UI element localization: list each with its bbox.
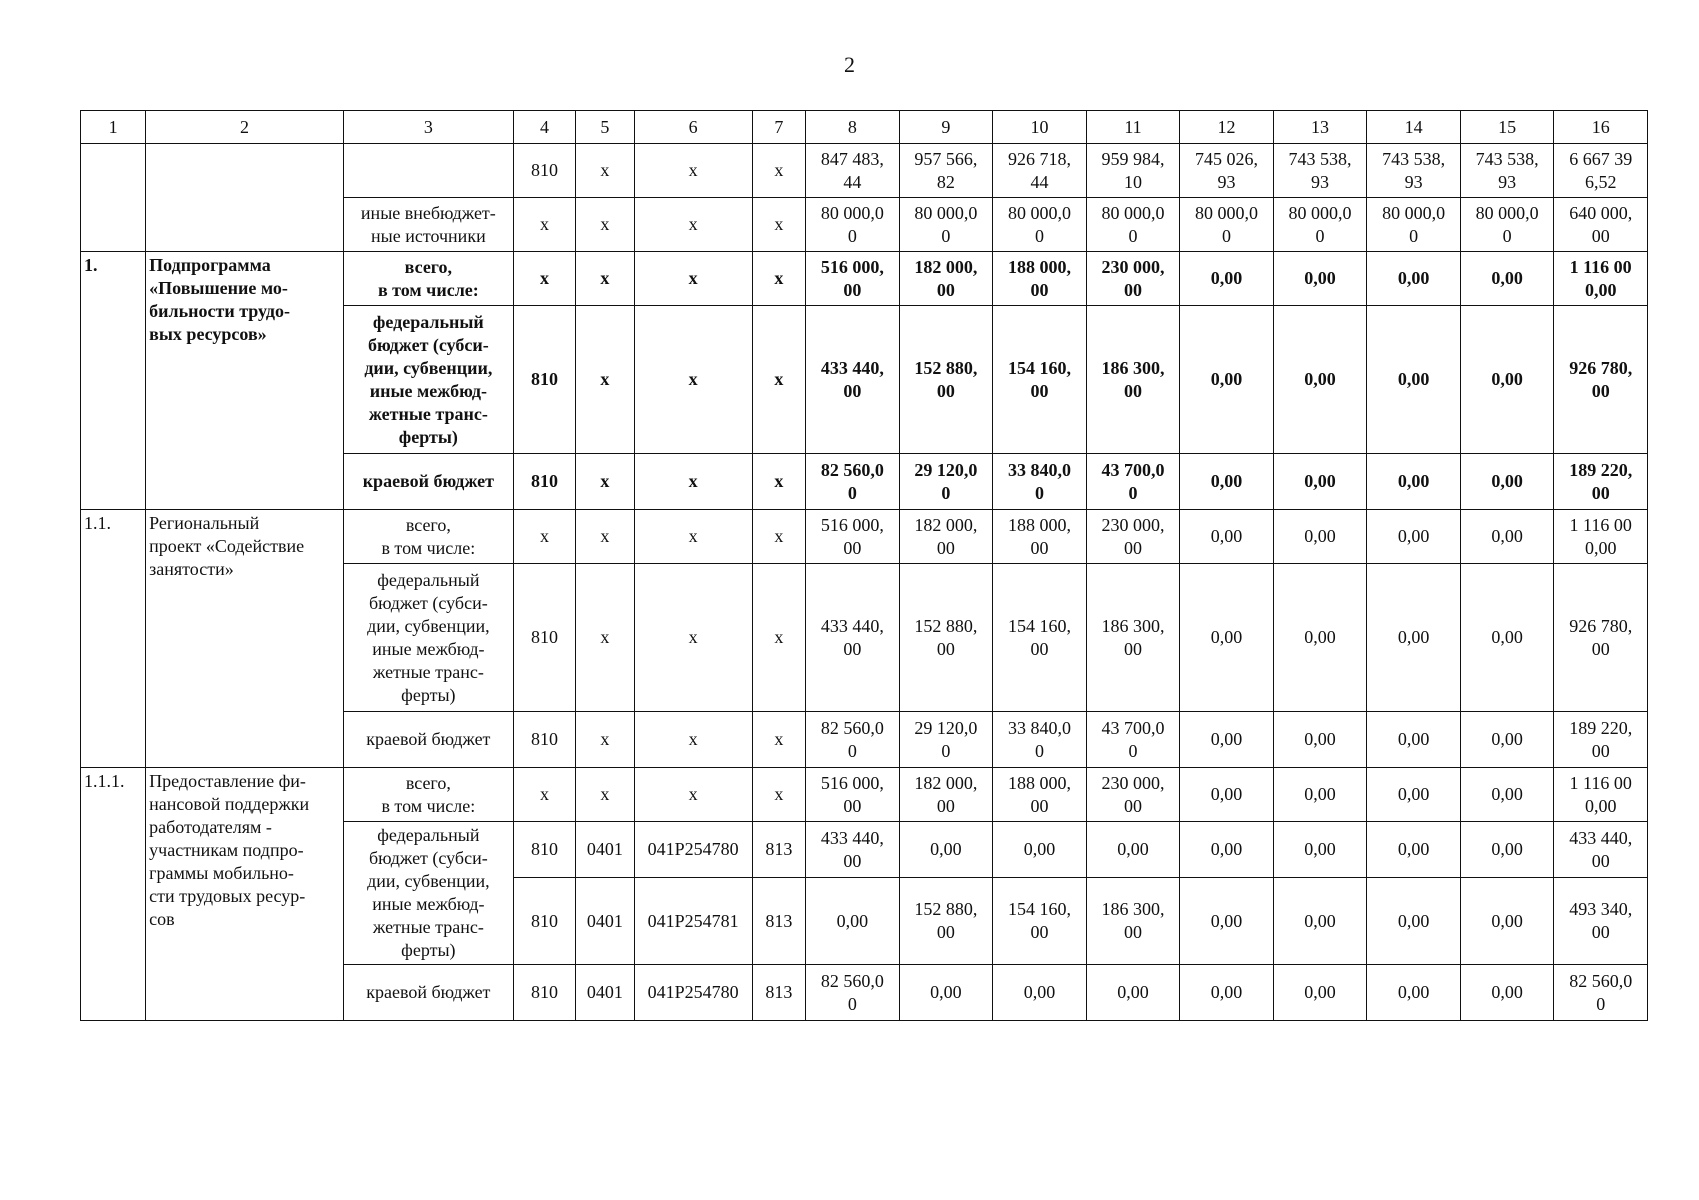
funding-source-cell: федеральный бюджет (субси- дии, субвенции, иные межбюд- жетные транс- ферты) <box>343 306 513 454</box>
kbk-code-cell: x <box>513 510 575 564</box>
amount-cell: 0,00 <box>1086 965 1180 1021</box>
section-code-cell: 0401 <box>575 878 634 965</box>
amount-cell: 0,00 <box>1273 768 1367 822</box>
section-code-cell: x <box>575 454 634 510</box>
expense-type-cell: x <box>752 510 806 564</box>
amount-cell: 152 880, 00 <box>899 878 993 965</box>
amount-cell: 0,00 <box>1460 564 1554 712</box>
amount-cell: 80 000,0 0 <box>1273 198 1367 252</box>
amount-cell: 516 000, 00 <box>806 510 900 564</box>
column-number-header: 14 <box>1367 111 1461 144</box>
amount-cell: 33 840,0 0 <box>993 454 1087 510</box>
funding-source-cell: всего, в том числе: <box>343 768 513 822</box>
section-code-cell: x <box>575 252 634 306</box>
amount-cell: 0,00 <box>1273 878 1367 965</box>
amount-cell: 0,00 <box>1273 822 1367 878</box>
funding-source-cell: краевой бюджет <box>343 712 513 768</box>
table-row <box>81 144 1648 198</box>
amount-cell: 0,00 <box>1180 306 1274 454</box>
section-code-cell: x <box>575 198 634 252</box>
expense-type-cell: x <box>752 144 806 198</box>
funding-source-cell: всего, в том числе: <box>343 252 513 306</box>
item-name-cell: Подпрограмма «Повышение мо- бильности трудо- вых ресурсов» <box>146 252 344 510</box>
amount-cell: 230 000, 00 <box>1086 768 1180 822</box>
amount-cell: 640 000, 00 <box>1554 198 1648 252</box>
kbk-code-cell: x <box>513 252 575 306</box>
item-name-cell: Региональный проект «Содействие занятости» <box>146 510 344 768</box>
amount-cell: 0,00 <box>1460 768 1554 822</box>
amount-cell: 0,00 <box>899 822 993 878</box>
amount-cell: 80 000,0 0 <box>1460 198 1554 252</box>
amount-cell: 43 700,0 0 <box>1086 454 1180 510</box>
amount-cell: 80 000,0 0 <box>1180 198 1274 252</box>
row-number-cell <box>81 144 146 252</box>
amount-cell: 433 440, 00 <box>806 564 900 712</box>
amount-cell: 743 538, 93 <box>1367 144 1461 198</box>
amount-cell: 0,00 <box>1086 822 1180 878</box>
amount-cell: 433 440, 00 <box>1554 822 1648 878</box>
column-number-header: 10 <box>993 111 1087 144</box>
item-name-cell: Предоставление фи- нансовой поддержки работодателям - участникам подпро- граммы мобильно- сти трудовых ресур- сов <box>146 768 344 1021</box>
amount-cell: 0,00 <box>1273 510 1367 564</box>
amount-cell: 0,00 <box>1460 306 1554 454</box>
amount-cell: 0,00 <box>1460 454 1554 510</box>
target-article-cell: x <box>634 198 752 252</box>
target-article-cell: x <box>634 454 752 510</box>
amount-cell: 493 340, 00 <box>1554 878 1648 965</box>
amount-cell: 0,00 <box>1460 965 1554 1021</box>
amount-cell: 433 440, 00 <box>806 306 900 454</box>
amount-cell: 82 560,0 0 <box>806 965 900 1021</box>
column-number-header: 7 <box>752 111 806 144</box>
amount-cell: 182 000, 00 <box>899 510 993 564</box>
amount-cell: 186 300, 00 <box>1086 878 1180 965</box>
amount-cell: 926 780, 00 <box>1554 564 1648 712</box>
expense-type-cell: 813 <box>752 965 806 1021</box>
amount-cell: 0,00 <box>1180 564 1274 712</box>
amount-cell: 1 116 00 0,00 <box>1554 510 1648 564</box>
section-code-cell: x <box>575 564 634 712</box>
section-code-cell: 0401 <box>575 965 634 1021</box>
amount-cell: 516 000, 00 <box>806 252 900 306</box>
amount-cell: 80 000,0 0 <box>1367 198 1461 252</box>
amount-cell: 6 667 39 6,52 <box>1554 144 1648 198</box>
amount-cell: 82 560,0 0 <box>1554 965 1648 1021</box>
amount-cell: 1 116 00 0,00 <box>1554 768 1648 822</box>
section-code-cell: 0401 <box>575 822 634 878</box>
amount-cell: 0,00 <box>1367 454 1461 510</box>
section-code-cell: x <box>575 712 634 768</box>
row-number-cell: 1.1.1. <box>81 768 146 1021</box>
amount-cell: 926 718, 44 <box>993 144 1087 198</box>
amount-cell: 186 300, 00 <box>1086 306 1180 454</box>
target-article-cell: x <box>634 144 752 198</box>
amount-cell: 80 000,0 0 <box>1086 198 1180 252</box>
amount-cell: 0,00 <box>1180 252 1274 306</box>
amount-cell: 80 000,0 0 <box>899 198 993 252</box>
amount-cell: 152 880, 00 <box>899 306 993 454</box>
kbk-code-cell: 810 <box>513 965 575 1021</box>
amount-cell: 0,00 <box>1460 510 1554 564</box>
page-number: 2 <box>844 52 855 77</box>
kbk-code-cell: 810 <box>513 564 575 712</box>
amount-cell: 80 000,0 0 <box>806 198 900 252</box>
amount-cell: 0,00 <box>1180 510 1274 564</box>
column-number-header: 3 <box>343 111 513 144</box>
funding-source-cell: федеральный бюджет (субси- дии, субвенции, иные межбюд- жетные транс- ферты) <box>343 822 513 965</box>
expense-type-cell: x <box>752 198 806 252</box>
section-code-cell: x <box>575 510 634 564</box>
amount-cell: 154 160, 00 <box>993 564 1087 712</box>
column-number-header: 15 <box>1460 111 1554 144</box>
kbk-code-cell: x <box>513 198 575 252</box>
amount-cell: 0,00 <box>1273 564 1367 712</box>
expense-type-cell: x <box>752 768 806 822</box>
target-article-cell: 041P254780 <box>634 822 752 878</box>
kbk-code-cell: 810 <box>513 822 575 878</box>
amount-cell: 0,00 <box>806 878 900 965</box>
target-article-cell: x <box>634 768 752 822</box>
amount-cell: 182 000, 00 <box>899 768 993 822</box>
funding-source-cell: всего, в том числе: <box>343 510 513 564</box>
amount-cell: 0,00 <box>1180 712 1274 768</box>
amount-cell: 188 000, 00 <box>993 768 1087 822</box>
amount-cell: 0,00 <box>1367 965 1461 1021</box>
amount-cell: 152 880, 00 <box>899 564 993 712</box>
table-row <box>81 768 1648 822</box>
row-number-cell: 1.1. <box>81 510 146 768</box>
amount-cell: 743 538, 93 <box>1273 144 1367 198</box>
amount-cell: 186 300, 00 <box>1086 564 1180 712</box>
column-number-header: 2 <box>146 111 344 144</box>
kbk-code-cell: 810 <box>513 712 575 768</box>
amount-cell: 0,00 <box>1367 252 1461 306</box>
column-number-header: 4 <box>513 111 575 144</box>
header-row <box>81 111 1648 144</box>
amount-cell: 0,00 <box>1273 252 1367 306</box>
target-article-cell: 041P254780 <box>634 965 752 1021</box>
amount-cell: 926 780, 00 <box>1554 306 1648 454</box>
expense-type-cell: x <box>752 454 806 510</box>
expense-type-cell: 813 <box>752 878 806 965</box>
amount-cell: 0,00 <box>1273 306 1367 454</box>
amount-cell: 189 220, 00 <box>1554 454 1648 510</box>
amount-cell: 182 000, 00 <box>899 252 993 306</box>
amount-cell: 0,00 <box>1180 965 1274 1021</box>
item-name-cell <box>146 144 344 252</box>
section-code-cell: x <box>575 306 634 454</box>
target-article-cell: x <box>634 306 752 454</box>
column-number-header: 13 <box>1273 111 1367 144</box>
funding-source-cell: федеральный бюджет (субси- дии, субвенции, иные межбюд- жетные транс- ферты) <box>343 564 513 712</box>
amount-cell: 0,00 <box>1367 510 1461 564</box>
amount-cell: 0,00 <box>899 965 993 1021</box>
amount-cell: 0,00 <box>1180 768 1274 822</box>
kbk-code-cell: 810 <box>513 144 575 198</box>
amount-cell: 0,00 <box>1273 712 1367 768</box>
amount-cell: 189 220, 00 <box>1554 712 1648 768</box>
kbk-code-cell: 810 <box>513 878 575 965</box>
amount-cell: 0,00 <box>1367 564 1461 712</box>
funding-source-cell: краевой бюджет <box>343 965 513 1021</box>
amount-cell: 33 840,0 0 <box>993 712 1087 768</box>
amount-cell: 745 026, 93 <box>1180 144 1274 198</box>
target-article-cell: x <box>634 712 752 768</box>
target-article-cell: x <box>634 252 752 306</box>
row-number-cell: 1. <box>81 252 146 510</box>
expense-type-cell: 813 <box>752 822 806 878</box>
amount-cell: 0,00 <box>1180 454 1274 510</box>
expense-type-cell: x <box>752 252 806 306</box>
amount-cell: 154 160, 00 <box>993 878 1087 965</box>
amount-cell: 433 440, 00 <box>806 822 900 878</box>
amount-cell: 0,00 <box>1367 306 1461 454</box>
kbk-code-cell: x <box>513 768 575 822</box>
amount-cell: 29 120,0 0 <box>899 712 993 768</box>
kbk-code-cell: 810 <box>513 306 575 454</box>
amount-cell: 1 116 00 0,00 <box>1554 252 1648 306</box>
amount-cell: 847 483, 44 <box>806 144 900 198</box>
amount-cell: 0,00 <box>1460 252 1554 306</box>
amount-cell: 516 000, 00 <box>806 768 900 822</box>
funding-source-cell <box>343 144 513 198</box>
amount-cell: 743 538, 93 <box>1460 144 1554 198</box>
amount-cell: 0,00 <box>1367 822 1461 878</box>
expense-type-cell: x <box>752 306 806 454</box>
kbk-code-cell: 810 <box>513 454 575 510</box>
amount-cell: 957 566, 82 <box>899 144 993 198</box>
column-number-header: 12 <box>1180 111 1274 144</box>
funding-source-cell: краевой бюджет <box>343 454 513 510</box>
section-code-cell: x <box>575 144 634 198</box>
amount-cell: 0,00 <box>1460 878 1554 965</box>
section-code-cell: x <box>575 768 634 822</box>
target-article-cell: 041P254781 <box>634 878 752 965</box>
amount-cell: 82 560,0 0 <box>806 712 900 768</box>
column-number-header: 1 <box>81 111 146 144</box>
amount-cell: 0,00 <box>1273 965 1367 1021</box>
column-number-header: 6 <box>634 111 752 144</box>
amount-cell: 188 000, 00 <box>993 252 1087 306</box>
amount-cell: 0,00 <box>1460 712 1554 768</box>
amount-cell: 230 000, 00 <box>1086 510 1180 564</box>
column-number-header: 11 <box>1086 111 1180 144</box>
amount-cell: 154 160, 00 <box>993 306 1087 454</box>
expense-type-cell: x <box>752 712 806 768</box>
table-row <box>81 510 1648 564</box>
amount-cell: 0,00 <box>1367 878 1461 965</box>
budget-table <box>80 110 1648 1021</box>
column-number-header: 16 <box>1554 111 1648 144</box>
amount-cell: 959 984, 10 <box>1086 144 1180 198</box>
amount-cell: 43 700,0 0 <box>1086 712 1180 768</box>
amount-cell: 230 000, 00 <box>1086 252 1180 306</box>
amount-cell: 0,00 <box>993 822 1087 878</box>
column-number-header: 8 <box>806 111 900 144</box>
column-number-header: 9 <box>899 111 993 144</box>
target-article-cell: x <box>634 564 752 712</box>
amount-cell: 0,00 <box>1460 822 1554 878</box>
amount-cell: 29 120,0 0 <box>899 454 993 510</box>
amount-cell: 0,00 <box>1180 878 1274 965</box>
amount-cell: 188 000, 00 <box>993 510 1087 564</box>
amount-cell: 0,00 <box>1180 822 1274 878</box>
amount-cell: 80 000,0 0 <box>993 198 1087 252</box>
amount-cell: 0,00 <box>993 965 1087 1021</box>
column-number-header: 5 <box>575 111 634 144</box>
amount-cell: 82 560,0 0 <box>806 454 900 510</box>
amount-cell: 0,00 <box>1367 768 1461 822</box>
amount-cell: 0,00 <box>1367 712 1461 768</box>
table-row <box>81 252 1648 306</box>
funding-source-cell: иные внебюджет- ные источники <box>343 198 513 252</box>
expense-type-cell: x <box>752 564 806 712</box>
target-article-cell: x <box>634 510 752 564</box>
amount-cell: 0,00 <box>1273 454 1367 510</box>
